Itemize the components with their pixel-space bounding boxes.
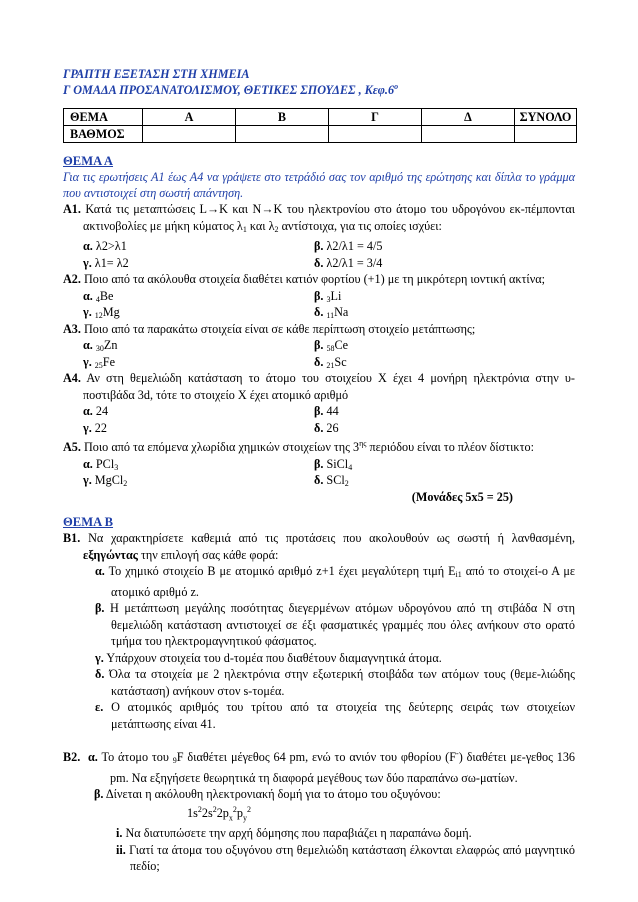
a1-options-row2 (63, 255, 575, 272)
exam-subtitle (63, 82, 575, 98)
a4-option-a (83, 403, 108, 420)
a5-option-d-text: SCl (326, 473, 345, 487)
question-a1-t5: αντίστοιχα, για τις οποίες ισχύει: (278, 218, 442, 233)
a2-option-c-label: γ. (83, 305, 92, 319)
a5-option-a-sub: 3 (114, 462, 119, 472)
a3-option-a-z: 30 (95, 344, 104, 353)
b1-item-d (63, 666, 575, 699)
a5-option-b-label: β. (314, 456, 324, 471)
b2-item-a-text2: F διαθέτει μέγεθος 64 pm, ενώ το ανιόν του φθορίου (F (176, 750, 457, 764)
section-a-title: ΘΕΜΑ Α (63, 154, 114, 168)
question-b2-a (63, 746, 575, 786)
grade-cell-total: ΣΥΝΟΛΟ (515, 109, 577, 126)
a2-option-b-label: β. (314, 288, 324, 303)
b2-item-b (63, 786, 575, 803)
a3-option-d (314, 354, 347, 375)
b2-item-i-text: Να διατυπώσετε την αρχή δόμησης που παραβιάζει η παραπάνω δομή. (122, 826, 472, 840)
a5-option-c-text: MgCl (94, 473, 124, 487)
a5-option-a-label: α. (83, 456, 93, 471)
a3-option-a-text: Zn (103, 338, 118, 352)
a1-option-d-text: λ2/λ1 = 3/4 (326, 255, 383, 270)
question-a5-text1: Ποιο από τα επόμενα χλωρίδια χημικών στοιχείων της 3 (80, 440, 360, 454)
a3-option-c (83, 354, 115, 375)
a3-options-row2 (63, 354, 575, 371)
a5-option-d-sub: 2 (344, 479, 349, 488)
a1-option-c (83, 255, 129, 272)
a2-option-c-z: 12 (94, 311, 103, 320)
question-a1 (63, 201, 575, 238)
a2-options-row2 (63, 304, 575, 321)
b1-item-b-label: β. (95, 601, 105, 615)
b2-item-i (63, 825, 575, 842)
a2-option-d (314, 304, 348, 325)
b2-item-b-label: β. (94, 787, 104, 801)
a2-option-d-label: δ. (314, 305, 324, 319)
exam-subtitle-text: Γ ΟΜΑΔΑ ΠΡΟΣΑΝΑΤΟΛΙΣΜΟΥ, ΘΕΤΙΚΕΣ ΣΠΟΥΔΕΣ , Κεφ.6 (63, 83, 395, 97)
question-a3-text: Ποιο από τα παρακάτω στοιχεία είναι σε κάθε περίπτωση στοιχείο μετάπτωσης; (80, 321, 476, 336)
a2-options-row1 (63, 288, 575, 305)
a3-option-d-label: δ. (314, 354, 324, 369)
b1-item-c-text: Υπάρχουν στοιχεία του d-τομέα που διαθέτουν διαμαγνητικά άτομα. (103, 650, 442, 665)
b2-item-i-label: i. (116, 826, 123, 840)
a4-option-d-text: 26 (326, 420, 339, 435)
b2-item-b-text: Δίνεται η ακόλουθη ηλεκτρονιακή δομή για το άτομο του οξυγόνου: (103, 787, 441, 801)
question-a5-sup: ης (359, 439, 367, 448)
section-a-intro: Για τις ερωτήσεις Α1 έως Α4 να γράψετε στο τετράδιό σας τον αριθμό της ερώτησης και δίπλα το γράμμα που αντιστοιχεί στη σωστή απάντηση. (63, 170, 575, 200)
a3-option-a-label: α. (83, 338, 93, 352)
arrow-icon: → (206, 202, 220, 216)
question-a5-num: Α5. (63, 440, 81, 454)
arrow-icon: → (261, 202, 274, 216)
b1-item-a-sub: i1 (455, 570, 462, 579)
a4-option-b-label: β. (314, 404, 324, 418)
a5-option-c (83, 472, 127, 493)
grade-score-a (143, 126, 236, 143)
a1-option-c-text: λ1= λ2 (94, 255, 129, 270)
b1-item-e-text: Ο ατομικός αριθμός του τρίτου από τα στοιχεία της δεύτερης σειράς των στοιχείων μετάπτωσης είναι 41. (103, 700, 575, 731)
grade-table (63, 108, 577, 143)
a1-option-a (83, 238, 127, 255)
question-a1-num: Α1. (63, 202, 81, 216)
grade-cell-a: Α (143, 109, 236, 126)
a2-option-c (83, 304, 120, 325)
a1-option-b-label: β. (314, 239, 324, 253)
b2-item-a-sup: - (456, 749, 459, 758)
electron-configuration (63, 803, 575, 826)
a3-option-c-z: 25 (94, 360, 103, 370)
a4-options-row1 (63, 403, 575, 420)
b1-item-c-label: γ. (95, 650, 104, 665)
a1-option-b (314, 238, 382, 255)
a5-option-d-label: δ. (314, 473, 324, 487)
a1-option-b-text: λ2/λ1 = 4/5 (326, 239, 383, 253)
question-b1-num: Β1. (63, 531, 81, 545)
grade-score-c (329, 126, 422, 143)
config-p: p (236, 805, 243, 820)
a5-option-c-label: γ. (83, 473, 92, 487)
config-2s-e: 2 (212, 804, 217, 814)
config-p-e: 2 (246, 804, 251, 814)
question-a1-t1: Κατά τις μεταπτώσεις L (80, 202, 207, 216)
grade-score-total (515, 126, 577, 143)
a4-option-d (314, 420, 339, 437)
a3-option-d-text: Sc (334, 354, 347, 369)
config-1s-e: 2 (197, 804, 202, 814)
question-a2-num: Α2. (63, 272, 81, 286)
a4-option-c-text: 22 (94, 420, 107, 435)
b2-item-a-text1: Το άτομο του (97, 750, 173, 764)
config-p-sub: y (242, 813, 247, 822)
grade-table-header-row (64, 109, 577, 126)
b1-item-d-text: Όλα τα στοιχεία με 2 ηλεκτρόνια στην εξωτερική στοιβάδα των ατόμων τους (θεμε-λιώδης κατάσταση) ανήκουν στον s-τομέα. (104, 667, 575, 698)
exam-page (63, 66, 575, 875)
a2-option-a-z: 4 (95, 294, 100, 304)
grade-score-d (422, 126, 515, 143)
exam-title: ΓΡΑΠΤΗ ΕΞΕΤΑΣΗ ΣΤΗ ΧΗΜΕΙΑ (63, 67, 250, 81)
b1-item-c (63, 650, 575, 667)
question-a4-text: Αν στη θεμελιώδη κατάσταση το άτομο του στοιχείου Χ έχει 4 μονήρη ηλεκτρόνια στην υ-ποστιβάδα 3d, τότε το στοιχείο Χ έχει ατομικό αριθμό (80, 371, 575, 402)
question-a1-t3: K του ηλεκτρονίου στο άτομο του υδρογόνου εκ-πέμπονται ακτινοβολίες με μήκη κύματος λ (83, 202, 575, 233)
a2-option-b-z: 3 (326, 294, 331, 304)
grade-cell-b: Β (236, 109, 329, 126)
a3-option-b-text: Ce (334, 338, 349, 352)
question-a5 (63, 436, 575, 456)
a5-options-row1 (63, 456, 575, 473)
config-2p: 2p (216, 805, 229, 820)
a2-option-a-text: Be (99, 288, 114, 303)
question-a5-text2: περιόδου είναι το πλέον δίστικτο: (366, 440, 534, 454)
b1-item-a-text1: Το χημικό στοιχείο Β με ατομικό αριθμό z+1 έχει μεγαλύτερη τιμή Ε (104, 564, 456, 578)
b1-item-d-label: δ. (95, 667, 105, 681)
a5-option-b-text: SiCl (326, 456, 349, 471)
question-a4-num: Α4. (63, 371, 81, 385)
b1-item-e-label: ε. (95, 700, 104, 714)
grade-cell-label: ΒΑΘΜΟΣ (64, 126, 143, 143)
a5-option-b-sub: 4 (348, 462, 353, 472)
a4-option-d-label: δ. (314, 420, 324, 435)
a5-options-row2 (63, 472, 575, 489)
a2-option-a-label: α. (83, 288, 93, 303)
question-a1-t2: K και N (219, 202, 262, 216)
grade-cell-thema: ΘΕΜΑ (64, 109, 143, 126)
a3-options-row1 (63, 337, 575, 354)
question-a2-text: Ποιο από τα ακόλουθα στοιχεία διαθέτει κατιόν φορτίου (+1) με τη μικρότερη ιοντική ακτίνα; (80, 272, 545, 286)
question-b2-num: Β2. (63, 750, 81, 764)
a3-option-b-z: 58 (326, 344, 335, 353)
question-a1-sub1: 1 (242, 224, 247, 234)
b1-item-a (63, 563, 575, 600)
config-2p-e: 2 (232, 804, 237, 814)
a2-option-d-z: 11 (326, 311, 335, 320)
b2-item-ii (63, 842, 575, 875)
grade-score-b (236, 126, 329, 143)
question-a1-t4: και λ (246, 218, 275, 233)
b1-item-b-text: Η μετάπτωση μεγάλης ποσότητας διεγερμένων ατόμων υδρογόνου από τη στιβάδα Ν στη θεμελιώδη κατάσταση αντιστοιχεί σε έξι φασματικές γραμμές που όλες ανήκουν στο ορατό τμήμα του ηλεκτρομαγνητικού φάσματος. (104, 601, 575, 648)
a2-option-c-text: Mg (102, 305, 120, 319)
question-a3-num: Α3. (63, 321, 81, 336)
a3-option-c-text: Fe (102, 354, 115, 369)
a1-option-a-text: λ2>λ1 (95, 239, 127, 253)
question-a2 (63, 271, 575, 288)
grade-cell-d: Δ (422, 109, 515, 126)
grade-table-score-row (64, 126, 577, 143)
b2-item-a-z: 9 (172, 756, 177, 765)
config-2p-sub: x (228, 813, 233, 822)
exam-subtitle-sup: ο (394, 81, 399, 91)
a2-option-b-text: Li (330, 288, 342, 303)
section-a-marks: (Μονάδες 5x5 = 25) (411, 489, 513, 504)
question-b1-bold: εξηγώντας (83, 547, 138, 562)
a1-option-a-label: α. (83, 239, 93, 253)
a4-option-b-text: 44 (326, 404, 339, 418)
b1-item-b (63, 600, 575, 650)
a5-option-a-text: PCl (95, 456, 115, 471)
a4-options-row2 (63, 420, 575, 437)
config-2s: 2s (201, 805, 213, 820)
a5-option-d (314, 472, 349, 493)
question-b1 (63, 530, 575, 563)
a1-option-c-label: γ. (83, 255, 92, 270)
question-a4 (63, 370, 575, 403)
a2-option-d-text: Na (334, 305, 349, 319)
question-a1-sub2: 2 (274, 224, 279, 234)
b2-item-a-label: α. (88, 750, 98, 764)
b1-item-e (63, 699, 575, 732)
a5-option-c-sub: 2 (123, 479, 128, 488)
b2-item-ii-text: Γιατί τα άτομα του οξυγόνου στη θεμελιώδη κατάσταση έλκονται ελαφρώς από μαγνητικό πεδίο; (125, 842, 575, 873)
question-b1-t2: την επιλογή σας κάθε φορά: (137, 547, 279, 562)
a3-option-b-label: β. (314, 338, 324, 352)
config-1s: 1s (187, 805, 198, 820)
a1-option-d-label: δ. (314, 255, 324, 270)
grade-cell-c: Γ (329, 109, 422, 126)
b1-item-a-text2: από το στοιχεί-ο Α με ατομικό αριθμό z. (111, 564, 575, 599)
a3-option-c-label: γ. (83, 354, 92, 369)
a4-option-c-label: γ. (83, 420, 92, 435)
a1-options-row1 (63, 238, 575, 255)
a4-option-c (83, 420, 107, 437)
a4-option-a-label: α. (83, 404, 93, 418)
question-b1-t1: Να χαρακτηρίσετε καθεμιά από τις προτάσεις που ακολουθούν ως σωστή ή λανθασμένη, (80, 531, 575, 545)
b2-item-a-text3: ) διαθέτει με-γεθος 136 pm. Να εξηγήσετε θεωρητικά τη διαφορά μεγέθους των δύο παραπάνω σω-ματίων. (110, 750, 576, 785)
b2-item-ii-label: ii. (116, 842, 126, 857)
section-b-title: ΘΕΜΑ Β (63, 515, 114, 529)
a1-option-d (314, 255, 382, 272)
a4-option-b (314, 403, 339, 420)
a4-option-a-text: 24 (95, 404, 109, 418)
b1-item-a-label: α. (95, 564, 105, 578)
a3-option-d-z: 21 (326, 360, 335, 370)
